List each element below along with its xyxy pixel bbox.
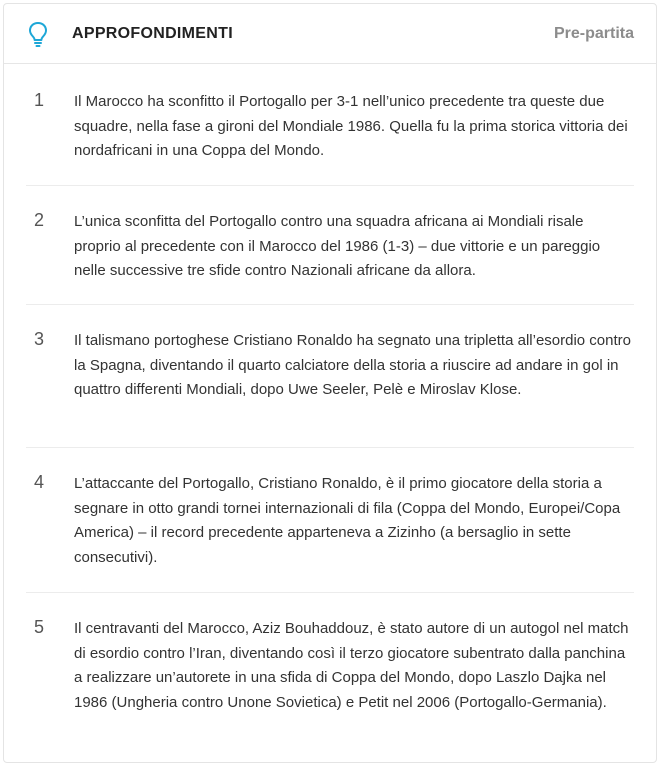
list-item [26, 64, 634, 186]
card-header [4, 4, 656, 64]
item-text: L’unica sconfitta del Portogallo contro una squadra africana ai Mondiali risale proprio al precedente con il Marocco del 1986 (1-3) – due vittorie e un pareggio nelle successive tre sfide contro Nazionali africane da allora. [74, 213, 601, 279]
item-text: Il talismano portoghese Cristiano Ronaldo ha segnato una tripletta all’esordio contro la Spagna, diventando il quarto calciatore della storia a riuscire ad andare in gol in quattro differenti Mondiali, dopo Uwe Seeler, Pelè e Miroslav Klose. [74, 332, 631, 398]
item-text: L’attaccante del Portogallo, Cristiano Ronaldo, è il primo giocatore della storia a segnare in otto grandi tornei internazionali di fila (Coppa del Mondo, Europei/Copa America) – il record precedente apparteneva a Zizinho (a bersaglio in sette consecutivi). [74, 475, 621, 566]
item-number: 1 [34, 90, 45, 110]
insights-list [4, 64, 656, 761]
list-item [26, 305, 634, 448]
lightbulb-icon [26, 20, 50, 48]
pre-match-tag: Pre-partita [553, 24, 634, 42]
list-item [26, 186, 634, 305]
item-number: 2 [34, 210, 45, 230]
list-item [26, 448, 634, 593]
item-text: Il centravanti del Marocco, Aziz Bouhaddouz, è stato autore di un autogol nel match di esordio contro l’Iran, diventando così il terzo giocatore subentrato dalla panchina a realizzare un’autorete in una sfida di Coppa del Mondo, dopo Laszlo Dajka nel 1986 (Ungheria contro Unone Sovietica) e Petit nel 2006 (Portogallo-Germania). [74, 620, 629, 711]
item-number: 4 [34, 472, 45, 492]
card-title: APPROFONDIMENTI [72, 24, 233, 42]
list-item [26, 593, 634, 761]
item-number: 3 [34, 329, 45, 349]
item-text: Il Marocco ha sconfitto il Portogallo per 3-1 nell’unico precedente tra queste due squadre, nella fase a gironi del Mondiale 1986. Quella fu la prima storica vittoria dei nordafricani in una Coppa del Mondo. [74, 93, 628, 159]
insights-card [3, 3, 657, 763]
item-number: 5 [34, 617, 45, 637]
